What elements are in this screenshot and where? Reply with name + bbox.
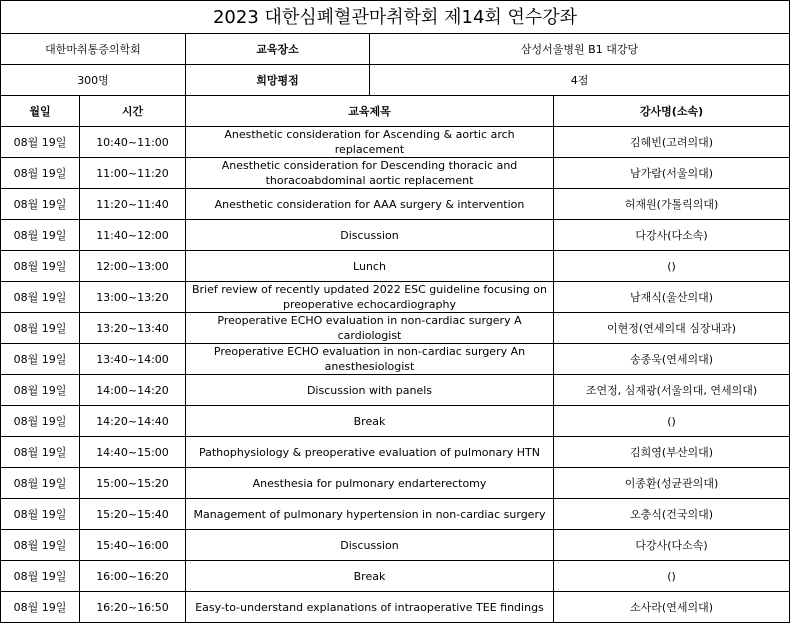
row-lecturer: 송종욱(연세의대) <box>554 344 790 375</box>
row-lecturer: () <box>554 251 790 282</box>
row-date: 08월 19일 <box>1 437 80 468</box>
table-row <box>1 220 790 251</box>
venue-value: 삼성서울병원 B1 대강당 <box>370 34 790 65</box>
venue-label: 교육장소 <box>186 34 370 65</box>
table-row <box>1 251 790 282</box>
row-time: 15:20~15:40 <box>80 499 186 530</box>
row-date: 08월 19일 <box>1 313 80 344</box>
header-time: 시간 <box>80 96 186 127</box>
row-lecturer: 허재원(가톨릭의대) <box>554 189 790 220</box>
header-subject: 교육제목 <box>186 96 554 127</box>
table-row <box>1 437 790 468</box>
row-subject: Preoperative ECHO evaluation in non-cardiac surgery An anesthesiologist <box>186 344 554 375</box>
header-date: 월일 <box>1 96 80 127</box>
row-subject: Anesthetic consideration for AAA surgery & intervention <box>186 189 554 220</box>
row-time: 10:40~11:00 <box>80 127 186 158</box>
table-row <box>1 313 790 344</box>
table-row <box>1 158 790 189</box>
row-time: 14:40~15:00 <box>80 437 186 468</box>
row-lecturer: 조연정, 심재광(서울의대, 연세의대) <box>554 375 790 406</box>
row-subject: Discussion with panels <box>186 375 554 406</box>
row-time: 11:00~11:20 <box>80 158 186 189</box>
row-lecturer: 이종환(성균관의대) <box>554 468 790 499</box>
row-date: 08월 19일 <box>1 499 80 530</box>
row-subject: Anesthesia for pulmonary endarterectomy <box>186 468 554 499</box>
row-time: 16:20~16:50 <box>80 592 186 623</box>
table-header <box>1 96 790 127</box>
row-time: 11:20~11:40 <box>80 189 186 220</box>
row-lecturer: 소사라(연세의대) <box>554 592 790 623</box>
row-time: 16:00~16:20 <box>80 561 186 592</box>
credit-label: 희망평점 <box>186 65 370 96</box>
row-lecturer: 다강사(다소속) <box>554 220 790 251</box>
organizer-cell: 대한마취통증의학회 <box>1 34 186 65</box>
row-subject: Discussion <box>186 220 554 251</box>
row-date: 08월 19일 <box>1 220 80 251</box>
row-time: 14:00~14:20 <box>80 375 186 406</box>
header-lecturer: 강사명(소속) <box>554 96 790 127</box>
table-row <box>1 344 790 375</box>
table-row <box>1 127 790 158</box>
table-row <box>1 561 790 592</box>
row-date: 08월 19일 <box>1 127 80 158</box>
row-lecturer: 남재식(울산의대) <box>554 282 790 313</box>
row-date: 08월 19일 <box>1 282 80 313</box>
row-lecturer: 오충식(건국의대) <box>554 499 790 530</box>
row-time: 13:00~13:20 <box>80 282 186 313</box>
table-row <box>1 375 790 406</box>
row-subject: Brief review of recently updated 2022 ESC guideline focusing on preoperative echocardiography <box>186 282 554 313</box>
row-date: 08월 19일 <box>1 251 80 282</box>
page-title: 2023 대한심폐혈관마취학회 제14회 연수강좌 <box>1 1 790 34</box>
row-lecturer: 남가람(서울의대) <box>554 158 790 189</box>
row-subject: Anesthetic consideration for Descending thoracic and thoracoabdominal aortic replacement <box>186 158 554 189</box>
row-subject: Discussion <box>186 530 554 561</box>
row-date: 08월 19일 <box>1 468 80 499</box>
row-subject: Lunch <box>186 251 554 282</box>
row-date: 08월 19일 <box>1 375 80 406</box>
row-subject: Break <box>186 561 554 592</box>
row-lecturer: () <box>554 406 790 437</box>
row-subject: Pathophysiology & preoperative evaluation of pulmonary HTN <box>186 437 554 468</box>
row-lecturer: 이현정(연세의대 심장내과) <box>554 313 790 344</box>
table-row <box>1 189 790 220</box>
row-subject: Preoperative ECHO evaluation in non-cardiac surgery A cardiologist <box>186 313 554 344</box>
row-time: 15:00~15:20 <box>80 468 186 499</box>
row-subject: Easy-to-understand explanations of intraoperative TEE findings <box>186 592 554 623</box>
row-date: 08월 19일 <box>1 561 80 592</box>
table-row <box>1 468 790 499</box>
row-time: 13:20~13:40 <box>80 313 186 344</box>
row-date: 08월 19일 <box>1 189 80 220</box>
row-lecturer: 다강사(다소속) <box>554 530 790 561</box>
credit-value: 4점 <box>370 65 790 96</box>
table-row <box>1 592 790 623</box>
row-subject: Management of pulmonary hypertension in non-cardiac surgery <box>186 499 554 530</box>
table-row <box>1 499 790 530</box>
row-time: 15:40~16:00 <box>80 530 186 561</box>
row-subject: Anesthetic consideration for Ascending & aortic arch replacement <box>186 127 554 158</box>
row-date: 08월 19일 <box>1 530 80 561</box>
row-date: 08월 19일 <box>1 592 80 623</box>
row-time: 11:40~12:00 <box>80 220 186 251</box>
row-lecturer: () <box>554 561 790 592</box>
row-lecturer: 김희영(부산의대) <box>554 437 790 468</box>
row-time: 13:40~14:00 <box>80 344 186 375</box>
table-row <box>1 282 790 313</box>
row-date: 08월 19일 <box>1 158 80 189</box>
table-row <box>1 530 790 561</box>
row-lecturer: 김혜빈(고려의대) <box>554 127 790 158</box>
table-row <box>1 406 790 437</box>
row-date: 08월 19일 <box>1 406 80 437</box>
row-time: 12:00~13:00 <box>80 251 186 282</box>
row-date: 08월 19일 <box>1 344 80 375</box>
capacity-cell: 300명 <box>1 65 186 96</box>
row-time: 14:20~14:40 <box>80 406 186 437</box>
row-subject: Break <box>186 406 554 437</box>
